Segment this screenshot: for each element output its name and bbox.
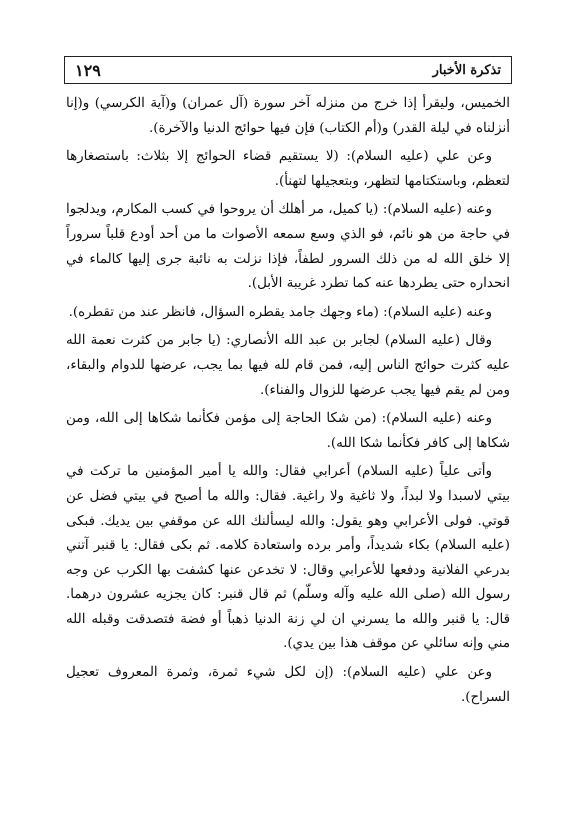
paragraph: وقال (عليه السلام) لجابر بن عبد الله الأنصاري: (يا جابر من كثرت نعمة الله عليه كثرت حوائج الناس إليه، فمن قام لله فيها بما يجب، عرضها للدوام والبقاء، ومن لم يقم فيها يجب عرضها للزوال والفناء). <box>66 333 510 398</box>
paragraph: وأتى علياً (عليه السلام) أعرابي فقال: والله يا أمير المؤمنين ما تركت في بيتي لاسبدا ولا لبداً، ولا ثاغية ولا راغية. فقال: والله ما أصبح في بيتي فضل عن قوتي. فولى الأعرابي وهو يقول: والله ليسألنك الله عن موقفي بين يديك. فبكى (عليه السلام) بكاء شديداً، وأمر برده واستعادة كلامه. ثم بكى فقال: يا قنبر آتني بدرعي الفلانية ودفعها للأعرابي وقال: لا تخدعن عنها كشفت بها الكرب عن وجه رسول الله (صلى الله عليه وآله وسلّم) ثم قال قنبر: كان يجزيه عشرون درهما. قال: يا قنبر والله ما يسرني ان لي زنة الدنيا ذهباً أو فضة فتصدقت وقبله الله مني وإنه سائلي عن موقف هذا بين يدي). <box>66 464 510 652</box>
paragraph: وعن علي (عليه السلام): (إن لكل شيء ثمرة، وثمرة المعروف تعجيل السراح). <box>66 665 510 705</box>
paragraph: الخميس، وليقرأ إذا خرج من منزله آخر سورة (آل عمران) و(آية الكرسي) و(إنا أنزلناه في ليلة القدر) و(أم الكتاب) فإن فيها حوائج الدنيا والآخرة). <box>66 96 510 136</box>
paragraph: وعنه (عليه السلام): (يا كميل، مر أهلك أن يروحوا في كسب المكارم، ويدلجوا في حاجة من هو نائم، فو الذي وسع سمعه الأصوات ما من أحد أودع قلباً سروراً إلا خلق الله له من ذلك السرور لطفاً، فإذا نزلت به نائبة جرى إليها كالماء في انحداره حتى يطردها عنه كما تطرد غريبة الأبل). <box>66 202 510 292</box>
running-title: تذكرة الأخبار <box>432 62 501 78</box>
paragraph: وعن علي (عليه السلام): (لا يستقيم قضاء الحوائج إلا بثلاث: باستصغارها لتعظم، وباستكتامها لتظهر، وبتعجيلها لتهنأ). <box>66 149 510 189</box>
page-header <box>64 56 512 84</box>
page-body <box>66 92 510 792</box>
paragraph: وعنه (عليه السلام): (من شكا الحاجة إلى مؤمن فكأنما شكاها إلى الله، ومن شكاها إلى كافر فكأنما شكا الله). <box>66 411 510 451</box>
page-number: ١٢٩ <box>75 60 101 80</box>
paragraph: وعنه (عليه السلام): (ماء وجهك جامد يقطره السؤال، فانظر عند من تقطره). <box>68 304 492 320</box>
